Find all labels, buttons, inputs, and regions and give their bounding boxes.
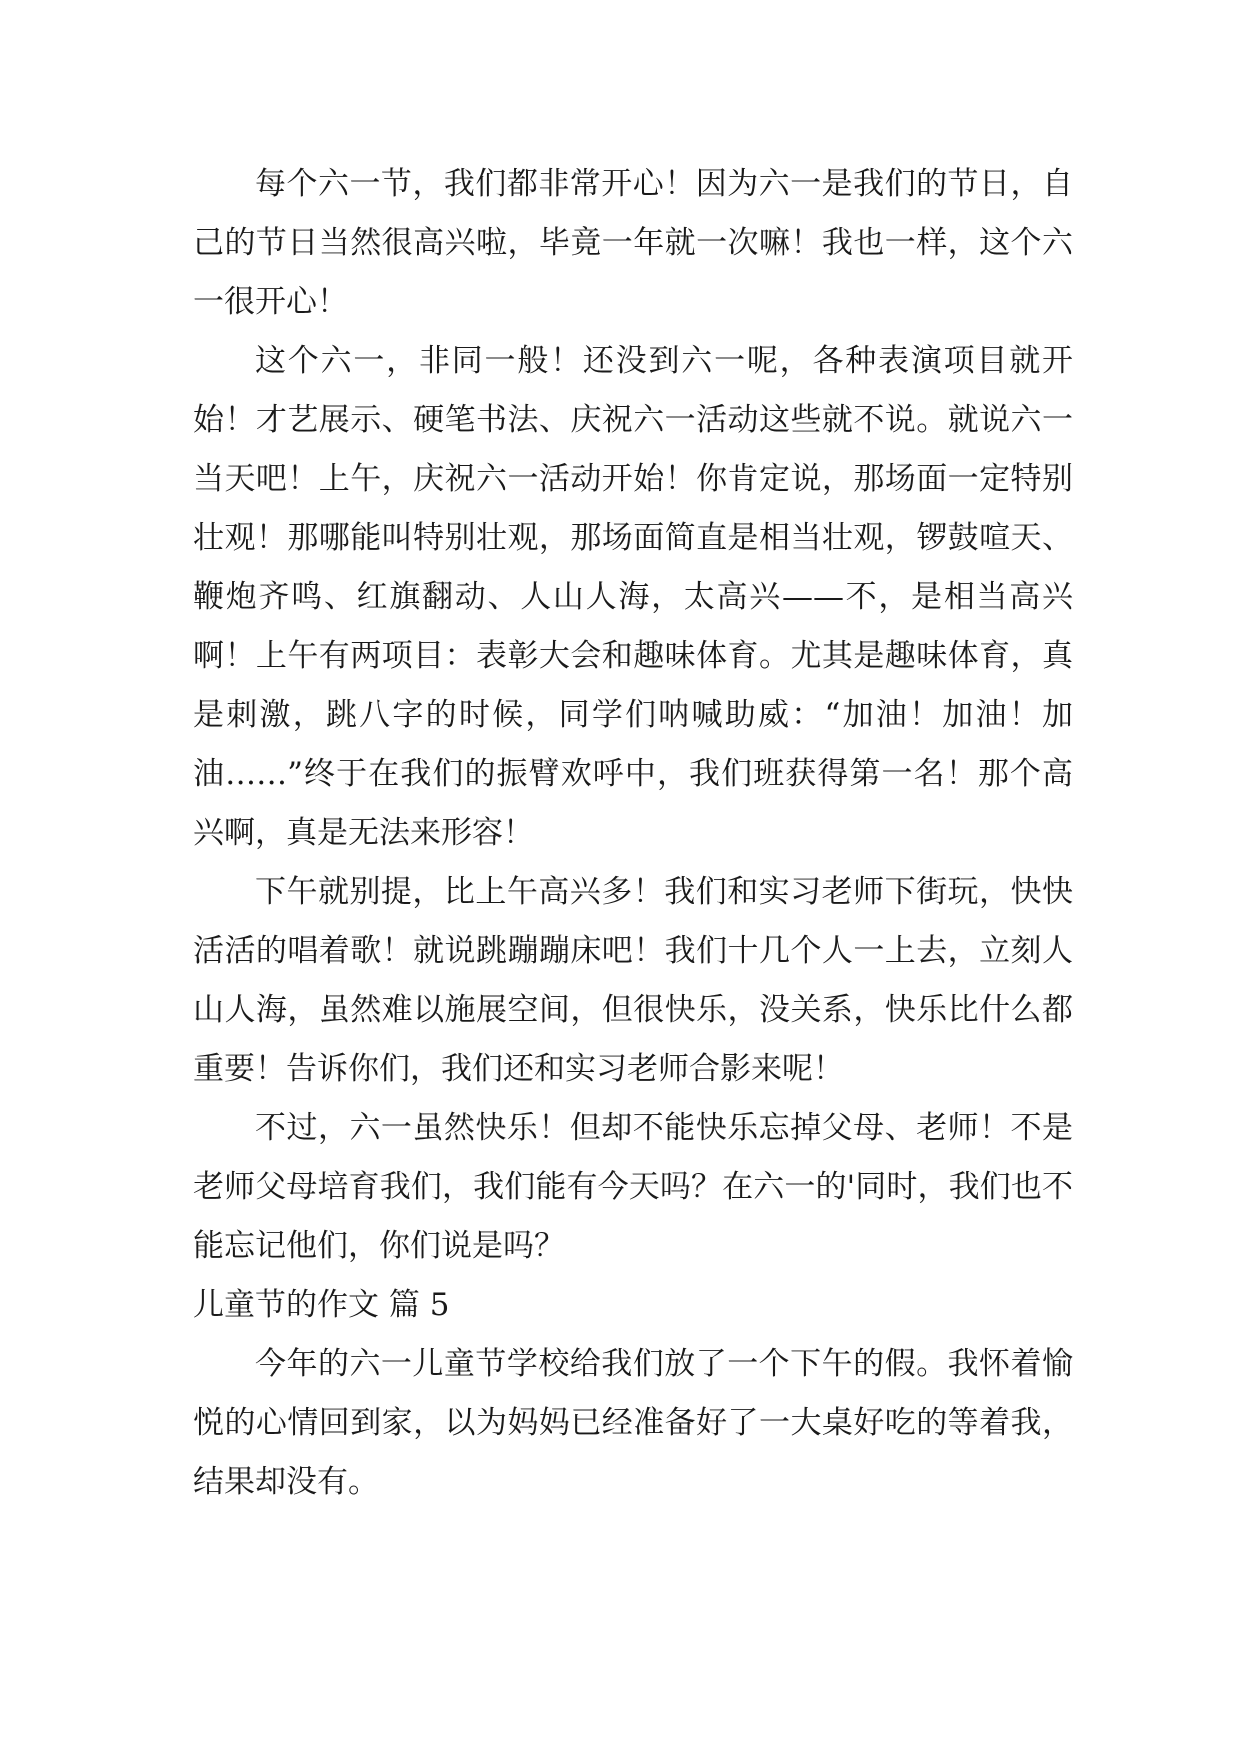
paragraph-2: 这个六一，非同一般！还没到六一呢，各种表演项目就开始！才艺展示、硬笔书法、庆祝六一活动这些就不说。就说六一当天吧！上午，庆祝六一活动开始！你肯定说，那场面一定特别壮观！那哪能叫特别壮观，那场面简直是相当壮观，锣鼓喧天、鞭炮齐鸣、红旗翻动、人山人海，太高兴——不，是相当高兴啊！上午有两项目：表彰大会和趣味体育。尤其是趣味体育，真是刺激，跳八字的时候，同学们呐喊助威：“加油！加油！加油……”终于在我们的振臂欢呼中，我们班获得第一名！那个高兴啊，真是无法来形容！ <box>193 343 1073 851</box>
paragraph-1: 每个六一节，我们都非常开心！因为六一是我们的节日，自己的节日当然很高兴啦，毕竟一年就一次嘛！我也一样，这个六一很开心！ <box>193 166 1073 320</box>
section-heading: 儿童节的作文 篇 5 <box>193 1287 450 1323</box>
paragraph-5: 今年的六一儿童节学校给我们放了一个下午的假。我怀着愉悦的心情回到家，以为妈妈已经准备好了一大桌好吃的等着我，结果却没有。 <box>193 1346 1073 1500</box>
document-page <box>193 155 1073 1512</box>
paragraph-4: 不过，六一虽然快乐！但却不能快乐忘掉父母、老师！不是老师父母培育我们，我们能有今天吗？在六一的'同时，我们也不能忘记他们，你们说是吗？ <box>193 1110 1073 1264</box>
paragraph-3: 下午就别提，比上午高兴多！我们和实习老师下街玩，快快活活的唱着歌！就说跳蹦蹦床吧！我们十几个人一上去，立刻人山人海，虽然难以施展空间，但很快乐，没关系，快乐比什么都重要！告诉你们，我们还和实习老师合影来呢！ <box>193 874 1073 1087</box>
